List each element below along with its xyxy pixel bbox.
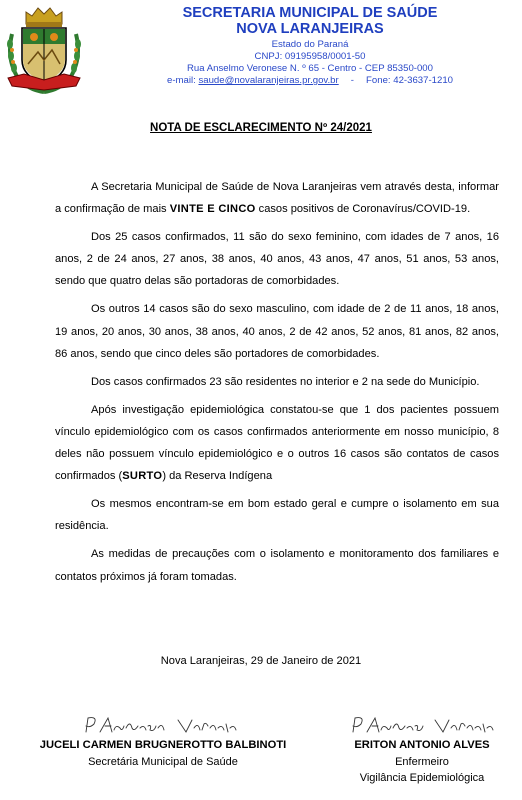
- org-city: NOVA LARANJEIRAS: [236, 21, 384, 37]
- signer-role: Secretária Municipal de Saúde: [88, 756, 238, 768]
- paragraph-2: Dos 25 casos confirmados, 11 são do sexo feminino, com idades de 7 anos, 16 anos, 2 de 24 anos, 27 anos, 38 anos, 40 anos, 43 anos, 47 anos, 51 anos, 53 anos, sendo que quatro delas são portadoras de comorbidades.: [55, 231, 499, 288]
- paragraph-5-text-b: ) da Reserva Indígena: [162, 470, 273, 483]
- signer-name: ERITON ANTONIO ALVES: [354, 739, 490, 751]
- org-name: SECRETARIA MUNICIPAL DE SAÚDE: [182, 5, 438, 21]
- paragraph-3: Os outros 14 casos são do sexo masculino, com idade de 2 de 11 anos, 18 anos, 19 anos, 20 anos, 30 anos, 38 anos, 40 anos, 2 de 42 anos, 52 anos, 81 anos, 82 anos, 86 anos, sendo que cinco deles são portadores de comorbidades.: [55, 303, 499, 360]
- contact-line: [100, 75, 520, 87]
- paragraph-1-bold: VINTE E CINCO: [169, 203, 256, 216]
- letterhead: [100, 4, 520, 87]
- signer-department: Vigilância Epidemiológica: [359, 772, 485, 784]
- state-line: Estado do Paraná: [271, 39, 349, 50]
- email-link[interactable]: saude@novalaranjeiras.pr.gov.br: [198, 75, 339, 86]
- document-title: NOTA DE ESCLARECIMENTO Nº 24/2021: [150, 122, 372, 134]
- address-line: Rua Anselmo Veronese N. º 65 - Centro - CEP 85350-000: [187, 63, 433, 74]
- document-body: [55, 176, 499, 588]
- paragraph-6: Os mesmos encontram-se em bom estado geral e cumpre o isolamento em sua residência.: [55, 498, 499, 533]
- signer-name: JUCELI CARMEN BRUGNEROTTO BALBINOTI: [39, 739, 287, 751]
- contact-separator: -: [350, 75, 354, 86]
- signer-role: Enfermeiro: [395, 756, 449, 768]
- paragraph-1-text-a: A Secretaria Municipal de Saúde de Nova Laranjeiras vem através desta, informar a confirmação de mais: [55, 181, 499, 216]
- paragraph-7: As medidas de precauções com o isolamento e monitoramento dos familiares e contatos próximos já foram tomadas.: [55, 548, 499, 583]
- document-date: Nova Laranjeiras, 29 de Janeiro de 2021: [160, 655, 362, 667]
- paragraph-5-text-a: Após investigação epidemiológica constatou-se que 1 dos pacientes possuem vínculo epidemiológico com os casos confirmados anteriormente em nosso município, 8 deles não possuem vínculo epidemiológico e o outros 16 casos são contatos de casos confirmados (: [55, 403, 499, 483]
- paragraph-5-bold: SURTO: [122, 470, 163, 483]
- handwritten-signature-icon: [78, 714, 248, 736]
- paragraph-4: Dos casos confirmados 23 são residentes no interior e 2 na sede do Município.: [91, 375, 480, 388]
- phone-line: Fone: 42-3637-1210: [366, 75, 453, 86]
- cnpj-line: CNPJ: 09195958/0001-50: [254, 51, 366, 62]
- signature-block-secretary: [38, 714, 288, 770]
- paragraph-5: [55, 399, 499, 487]
- signature-block-nurse: [324, 714, 520, 786]
- paragraph-1: [55, 176, 499, 220]
- handwritten-signature-icon: [347, 714, 497, 736]
- paragraph-1-text-b: casos positivos de Coronavírus/COVID-19.: [255, 203, 471, 216]
- municipal-coat-of-arms-icon: [4, 4, 84, 96]
- email-label: e-mail:: [167, 75, 196, 86]
